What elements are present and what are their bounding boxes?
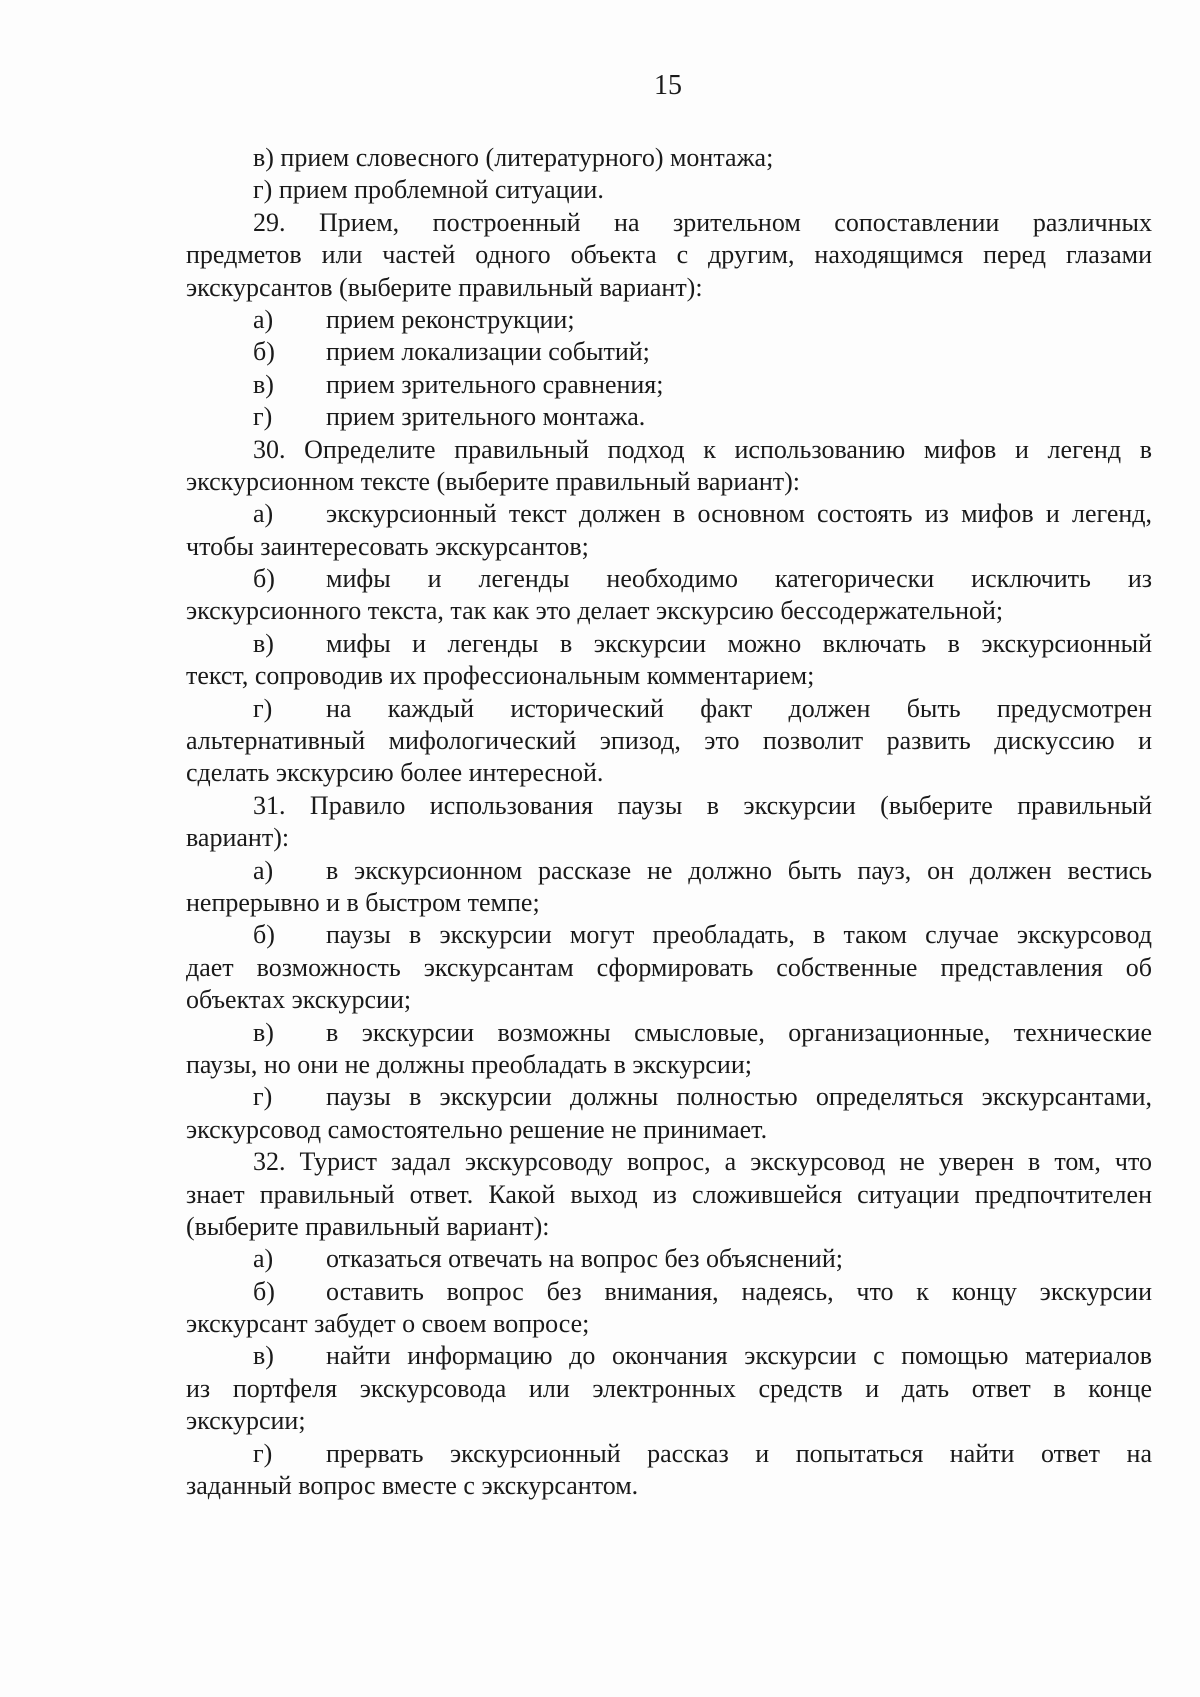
q29-option-g xyxy=(186,401,1152,433)
option-text: прием реконструкции; xyxy=(326,304,575,334)
q29-option-b xyxy=(186,336,1152,368)
q29-text-line-1: 29. Прием, построенный на зрительном сопоставлении различных xyxy=(253,207,1152,237)
q30-option-g xyxy=(186,693,1152,725)
option-letter: а) xyxy=(253,855,274,885)
q30-option-v xyxy=(186,628,1152,660)
q31-option-a xyxy=(186,855,1152,887)
option-letter: б) xyxy=(253,1276,275,1306)
q32-option-g-cont: заданный вопрос вместе с экскурсантом. xyxy=(186,1471,639,1501)
q31-text-line-2: вариант): xyxy=(186,823,290,853)
q32-option-b xyxy=(186,1276,1152,1308)
option-text: мифы и легенды в экскурсии можно включать в экскурсионный xyxy=(326,628,1152,658)
option-letter: а) xyxy=(253,1244,274,1274)
q28-option-v: в) прием словесного (литературного) монтажа; xyxy=(253,143,774,172)
q31-text-line-1: 31. Правило использования паузы в экскурсии (выберите правильный xyxy=(253,790,1152,820)
q32-option-v-cont-1: из портфеля экскурсовода или электронных средств и дать ответ в конце xyxy=(186,1373,1152,1403)
option-letter: в) xyxy=(253,1017,274,1047)
q30-option-b xyxy=(186,563,1152,595)
q30-option-v-cont: текст, сопроводив их профессиональным комментарием; xyxy=(186,661,815,691)
option-letter: а) xyxy=(253,304,274,334)
q32-option-g xyxy=(186,1438,1152,1470)
option-letter: г) xyxy=(253,1082,273,1112)
q32-text-line-2: знает правильный ответ. Какой выход из сложившейся ситуации предпочтителен xyxy=(186,1179,1152,1209)
option-text: прием зрительного монтажа. xyxy=(326,402,646,432)
option-letter: в) xyxy=(253,1341,274,1371)
q29-text-line-2: предметов или частей одного объекта с другим, находящимся перед глазами xyxy=(186,240,1152,270)
q30-option-g-cont-2: сделать экскурсию более интересной. xyxy=(186,758,604,788)
q29-option-v xyxy=(186,369,1152,401)
option-text: мифы и легенды необходимо категорически исключить из xyxy=(326,564,1152,594)
option-letter: б) xyxy=(253,337,275,367)
q32-option-a xyxy=(186,1243,1152,1275)
q31-option-g xyxy=(186,1081,1152,1113)
q31-option-b xyxy=(186,919,1152,951)
page-number: 15 xyxy=(654,70,682,101)
option-text: найти информацию до окончания экскурсии с помощью материалов xyxy=(326,1341,1152,1371)
q32-text-line-1: 32. Турист задал экскурсоводу вопрос, а экскурсовод не уверен в том, что xyxy=(253,1147,1152,1177)
option-text: в экскурсии возможны смысловые, организационные, технические xyxy=(326,1017,1152,1047)
option-text: отказаться отвечать на вопрос без объяснений; xyxy=(326,1244,843,1274)
q30-text-line-2: экскурсионном тексте (выберите правильный вариант): xyxy=(186,466,801,496)
q30-option-a-cont: чтобы заинтересовать экскурсантов; xyxy=(186,531,589,561)
option-letter: г) xyxy=(253,1438,273,1468)
option-text: в экскурсионном рассказе не должно быть пауз, он должен вестись xyxy=(326,855,1152,885)
option-letter: г) xyxy=(253,693,273,723)
q32-text-line-3: (выберите правильный вариант): xyxy=(186,1211,550,1241)
page-content xyxy=(186,142,1152,1502)
option-letter: в) xyxy=(253,628,274,658)
q31-option-v xyxy=(186,1017,1152,1049)
q30-option-a xyxy=(186,498,1152,530)
q28-option-g: г) прием проблемной ситуации. xyxy=(253,175,604,205)
q31-option-g-cont: экскурсовод самостоятельно решение не принимает. xyxy=(186,1114,768,1144)
q30-text-line-1: 30. Определите правильный подход к использованию мифов и легенд в xyxy=(253,434,1152,464)
q29-text-line-3: экскурсантов (выберите правильный вариант): xyxy=(186,272,703,302)
option-letter: б) xyxy=(253,920,275,950)
q30-option-g-cont-1: альтернативный мифологический эпизод, это позволит развить дискуссию и xyxy=(186,726,1152,756)
q32-option-v xyxy=(186,1340,1152,1372)
q31-option-a-cont: непрерывно и в быстром темпе; xyxy=(186,887,540,917)
option-text: прием зрительного сравнения; xyxy=(326,369,664,399)
option-letter: в) xyxy=(253,369,274,399)
q30-option-b-cont: экскурсионного текста, так как это делает экскурсию бессодержательной; xyxy=(186,596,1004,626)
q29-option-a xyxy=(186,304,1152,336)
option-text: паузы в экскурсии могут преобладать, в таком случае экскурсовод xyxy=(326,920,1152,950)
option-text: прервать экскурсионный рассказ и попытаться найти ответ на xyxy=(326,1438,1152,1468)
option-text: прием локализации событий; xyxy=(326,337,650,367)
q32-option-v-cont-2: экскурсии; xyxy=(186,1406,306,1436)
option-letter: а) xyxy=(253,499,274,529)
q31-option-b-cont-1: дает возможность экскурсантам сформировать собственные представления об xyxy=(186,952,1152,982)
option-text: паузы в экскурсии должны полностью определяться экскурсантами, xyxy=(326,1082,1152,1112)
option-letter: б) xyxy=(253,564,275,594)
q31-option-b-cont-2: объектах экскурсии; xyxy=(186,985,412,1015)
q32-option-b-cont: экскурсант забудет о своем вопросе; xyxy=(186,1309,590,1339)
option-text: на каждый исторический факт должен быть предусмотрен xyxy=(326,693,1152,723)
q31-option-v-cont: паузы, но они не должны преобладать в экскурсии; xyxy=(186,1049,752,1079)
option-text: экскурсионный текст должен в основном состоять из мифов и легенд, xyxy=(326,499,1152,529)
option-letter: г) xyxy=(253,402,273,432)
option-text: оставить вопрос без внимания, надеясь, что к концу экскурсии xyxy=(326,1276,1152,1306)
